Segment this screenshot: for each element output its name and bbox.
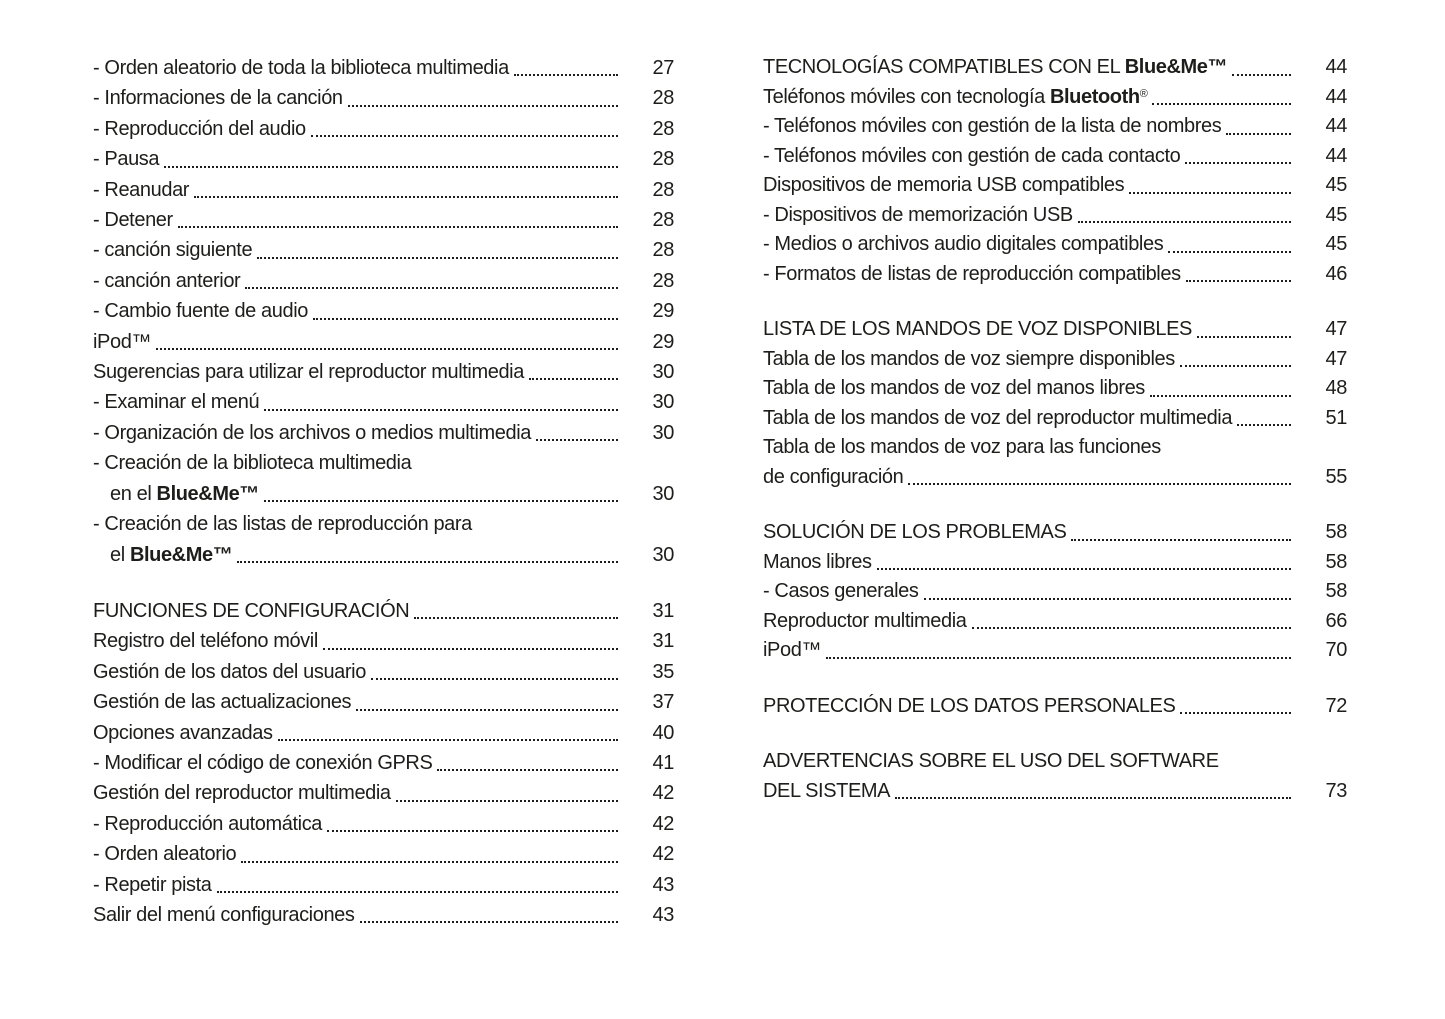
dot-leader	[1129, 192, 1291, 194]
toc-entry-text: - Teléfonos móviles con gestión de la lista de nombres	[763, 115, 1222, 137]
toc-entry	[93, 626, 674, 656]
toc-entry-text: Salir del menú configuraciones	[93, 903, 355, 926]
toc-entry-label	[93, 657, 366, 687]
dot-leader	[514, 74, 618, 76]
toc-entry-label	[763, 53, 1227, 83]
dot-leader	[924, 598, 1291, 600]
dot-leader	[194, 196, 618, 198]
toc-entry-text: - Orden aleatorio	[93, 843, 237, 866]
dot-leader	[313, 318, 618, 320]
dot-leader	[164, 166, 618, 168]
toc-entry-text: - Teléfonos móviles con gestión de cada contacto	[763, 144, 1181, 167]
toc-entry-text: FUNCIONES DE CONFIGURACIÓN	[93, 599, 410, 622]
toc-entry-label	[93, 114, 306, 144]
toc-entry-page-number: 28	[652, 239, 674, 262]
toc-entry-page-number: 55	[1325, 465, 1347, 488]
toc-entry-page-number: 47	[1325, 318, 1347, 340]
dot-leader	[360, 921, 619, 923]
toc-entry	[763, 404, 1347, 434]
toc-entry-page-number: 44	[1325, 56, 1347, 78]
toc-entry	[763, 692, 1347, 722]
toc-entry-text: iPod™	[93, 330, 152, 353]
toc-entry-page-number: 45	[1325, 203, 1347, 226]
dot-leader	[278, 739, 618, 741]
dot-leader	[1150, 395, 1291, 397]
toc-entry-label	[93, 266, 240, 296]
toc-entry-page-number: 58	[1325, 550, 1347, 573]
toc-entry-text: Sugerencias para utilizar el reproductor multimedia	[93, 361, 524, 384]
toc-entry	[763, 201, 1347, 231]
toc-entry	[763, 463, 1347, 493]
toc-entry-label	[763, 345, 1175, 375]
toc-entry-page-number: 28	[652, 269, 674, 292]
toc-entry-brand-bold: Blue&Me™	[129, 543, 233, 566]
toc-entry	[763, 171, 1347, 201]
toc-entry-page-number: 44	[1325, 115, 1347, 137]
toc-entry-text: - Organización de los archivos o medios multimedia	[93, 421, 531, 444]
dot-leader	[327, 830, 618, 832]
toc-entry-page-number: 30	[652, 482, 674, 505]
toc-entry	[93, 144, 674, 174]
toc-entry-brand-bold: Blue&Me™	[1124, 56, 1228, 78]
toc-entry-label	[93, 596, 409, 626]
toc-entry-label	[763, 112, 1221, 142]
toc-entry-label	[763, 315, 1192, 345]
toc-entry-label	[763, 171, 1124, 201]
dot-leader	[826, 657, 1291, 659]
toc-entry-label	[93, 509, 472, 539]
toc-entry-page-number: 72	[1325, 694, 1347, 717]
toc-entry-page-number: 37	[652, 691, 674, 714]
toc-entry-text: DEL SISTEMA	[763, 779, 891, 802]
toc-entry-page-number: 28	[652, 87, 674, 110]
dot-leader	[1186, 280, 1291, 282]
dot-leader	[1180, 712, 1291, 714]
toc-entry-text: Opciones avanzadas	[93, 721, 273, 744]
toc-entry	[93, 235, 674, 265]
toc-entry	[763, 374, 1347, 404]
toc-entry	[93, 53, 674, 83]
toc-entry-page-number: 44	[1325, 85, 1347, 108]
toc-entry-text: Gestión de los datos del usuario	[93, 660, 366, 683]
toc-entry-label	[93, 900, 355, 930]
toc-entry-page-number: 30	[652, 391, 674, 414]
toc-entry	[93, 357, 674, 387]
toc-section	[763, 315, 1347, 492]
dot-leader	[972, 627, 1291, 629]
toc-entry-text: - canción anterior	[93, 269, 241, 292]
toc-entry-text: Reproductor multimedia	[763, 609, 967, 632]
toc-entry-text: Registro del teléfono móvil	[93, 630, 318, 653]
toc-entry-page-number: 43	[652, 873, 674, 896]
dot-leader	[371, 678, 618, 680]
toc-entry-text: iPod™	[763, 639, 822, 661]
toc-entry-page-number: 28	[652, 148, 674, 171]
toc-entry-page-number: 31	[652, 630, 674, 653]
toc-entry-page-number: 35	[652, 660, 674, 683]
dot-leader	[245, 287, 618, 289]
toc-entry-text: Gestión de las actualizaciones	[93, 691, 352, 714]
dot-leader	[178, 226, 618, 228]
toc-entry	[93, 387, 674, 417]
toc-entry	[763, 518, 1347, 548]
toc-entry	[93, 778, 674, 808]
toc-entry	[93, 266, 674, 296]
toc-entry-text: - Orden aleatorio de toda la biblioteca multimedia	[93, 57, 509, 79]
toc-entry-page-number: 30	[652, 543, 674, 566]
toc-entry-label	[763, 83, 1147, 113]
toc-entry-text: en el	[110, 482, 157, 505]
toc-entry-label	[93, 809, 322, 839]
dot-leader	[1168, 251, 1291, 253]
toc-entry	[93, 296, 674, 326]
toc-entry-label	[763, 747, 1219, 777]
dot-leader	[356, 709, 618, 711]
toc-entry	[763, 747, 1347, 777]
toc-entry-page-number: 28	[652, 117, 674, 140]
toc-entry-label	[93, 357, 524, 387]
dot-leader	[536, 439, 618, 441]
toc-column-right	[763, 53, 1347, 806]
toc-entry-label	[763, 636, 821, 666]
toc-entry-label	[93, 387, 259, 417]
dot-leader	[396, 800, 618, 802]
toc-entry-page-number: 42	[652, 843, 674, 866]
dot-leader	[1237, 424, 1291, 426]
toc-entry-text: - Repetir pista	[93, 873, 212, 896]
toc-entry-text: - Formatos de listas de reproducción compatibles	[763, 262, 1181, 285]
toc-entry-label	[93, 626, 318, 656]
toc-entry	[93, 83, 674, 113]
toc-entry-label	[763, 777, 890, 807]
toc-entry-page-number: 51	[1325, 406, 1347, 429]
toc-entry	[763, 315, 1347, 345]
toc-entry-label	[93, 175, 189, 205]
toc-entry-label	[110, 540, 232, 570]
toc-entry-page-number: 66	[1325, 609, 1347, 632]
toc-entry-text: - Detener	[93, 209, 173, 232]
toc-entry-text: Teléfonos móviles con tecnología	[763, 85, 1050, 108]
toc-entry-page-number: 43	[652, 903, 674, 926]
toc-entry	[763, 230, 1347, 260]
toc-entry-text: - canción siguiente	[93, 239, 253, 262]
toc-entry-page-number: 73	[1325, 779, 1347, 802]
toc-entry-label	[93, 83, 343, 113]
toc-entry-text: - Reproducción del audio	[93, 117, 306, 140]
toc-entry-label	[763, 142, 1180, 172]
dot-leader	[323, 648, 618, 650]
toc-entry-label	[763, 548, 872, 578]
toc-entry-label	[763, 577, 919, 607]
toc-entry-text: Manos libres	[763, 550, 872, 573]
toc-section	[763, 518, 1347, 666]
toc-entry-text: SOLUCIÓN DE LOS PROBLEMAS	[763, 521, 1067, 543]
toc-entry-text: de configuración	[763, 465, 904, 488]
toc-entry-label	[763, 607, 967, 637]
toc-section	[93, 53, 674, 570]
toc-entry	[763, 142, 1347, 172]
toc-entry	[763, 548, 1347, 578]
toc-entry-label	[93, 448, 411, 478]
toc-entry-text: - Creación de la biblioteca multimedia	[93, 452, 412, 475]
toc-entry-text: - Casos generales	[763, 580, 919, 602]
toc-entry-page-number: 46	[1325, 262, 1347, 285]
toc-entry-label	[93, 144, 159, 174]
dot-leader	[156, 348, 618, 350]
toc-entry-label	[763, 518, 1066, 548]
toc-entry-page-number: 29	[652, 300, 674, 323]
toc-entry-page-number: 30	[652, 421, 674, 444]
dot-leader	[241, 861, 618, 863]
toc-entry	[93, 448, 674, 478]
toc-entry-label	[93, 235, 252, 265]
toc-entry	[763, 433, 1347, 463]
toc-entry-page-number: 58	[1325, 580, 1347, 602]
toc-entry-label	[93, 53, 509, 83]
toc-entry	[93, 175, 674, 205]
toc-entry	[93, 870, 674, 900]
toc-entry	[763, 83, 1347, 113]
toc-entry	[93, 839, 674, 869]
toc-entry	[93, 205, 674, 235]
toc-entry-label	[93, 687, 351, 717]
toc-entry	[763, 607, 1347, 637]
toc-entry-page-number: 70	[1325, 639, 1347, 661]
toc-entry-label	[93, 870, 212, 900]
toc-entry-brand-bold: Blue&Me™	[156, 482, 259, 505]
toc-entry	[93, 687, 674, 717]
toc-entry-page-number: 28	[652, 178, 674, 201]
toc-entry-text: - Reproducción automática	[93, 812, 323, 835]
toc-entry-text: - Creación de las listas de reproducción para	[93, 513, 472, 536]
dot-leader	[311, 135, 618, 137]
toc-entry	[93, 748, 674, 778]
dot-leader	[237, 561, 618, 563]
dot-leader	[414, 617, 618, 619]
toc-entry	[763, 636, 1347, 666]
toc-entry	[93, 114, 674, 144]
toc-entry-page-number: 29	[652, 330, 674, 353]
toc-entry-text: PROTECCIÓN DE LOS DATOS PERSONALES	[763, 694, 1176, 717]
toc-entry-page-number: 40	[652, 721, 674, 744]
toc-entry-text: - Medios o archivos audio digitales compatibles	[763, 233, 1164, 255]
toc-entry-page-number: 41	[652, 751, 674, 774]
toc-entry-text: - Cambio fuente de audio	[93, 300, 308, 323]
toc-entry-page-number: 30	[652, 361, 674, 384]
dot-leader	[1180, 365, 1291, 367]
toc-entry-label	[93, 748, 432, 778]
toc-entry	[763, 260, 1347, 290]
dot-leader	[1078, 221, 1291, 223]
toc-entry-label	[763, 433, 1161, 463]
toc-entry-label	[93, 718, 273, 748]
dot-leader	[1071, 539, 1291, 541]
toc-entry-text: Tabla de los mandos de voz del reproductor multimedia	[763, 406, 1233, 429]
toc-entry-label	[93, 205, 173, 235]
toc-entry-text: Gestión del reproductor multimedia	[93, 782, 391, 805]
toc-entry-label	[93, 778, 391, 808]
toc-entry-label	[93, 296, 308, 326]
toc-entry-page-number: 45	[1325, 233, 1347, 255]
toc-entry-page-number: 42	[652, 812, 674, 835]
dot-leader	[1232, 74, 1291, 76]
dot-leader	[529, 378, 618, 380]
toc-entry-label	[93, 839, 236, 869]
dot-leader	[908, 483, 1291, 485]
toc-entry-label	[763, 404, 1232, 434]
toc-entry-brand-bold: Bluetooth	[1049, 85, 1140, 108]
toc-entry-text: - Examinar el menú	[93, 391, 260, 414]
toc-entry-text: el	[110, 543, 130, 566]
toc-entry-text: - Informaciones de la canción	[93, 87, 343, 110]
toc-entry-text: - Pausa	[93, 148, 160, 171]
toc-entry-text: Tabla de los mandos de voz para las funciones	[763, 436, 1161, 458]
toc-entry	[93, 718, 674, 748]
toc-entry-page-number: 42	[652, 782, 674, 805]
dot-leader	[1185, 162, 1291, 164]
toc-entry-page-number: 28	[652, 209, 674, 232]
toc-entry-label	[763, 692, 1175, 722]
toc-section	[763, 53, 1347, 289]
dot-leader	[264, 409, 618, 411]
toc-entry-label	[110, 479, 259, 509]
dot-leader	[1197, 336, 1291, 338]
toc-entry-text: LISTA DE LOS MANDOS DE VOZ DISPONIBLES	[763, 318, 1192, 340]
dot-leader	[877, 568, 1291, 570]
toc-entry	[763, 345, 1347, 375]
dot-leader	[217, 891, 619, 893]
toc-entry-page-number: 27	[652, 57, 674, 79]
toc-section	[763, 692, 1347, 722]
dot-leader	[437, 769, 618, 771]
toc-entry-page-number: 47	[1325, 347, 1347, 370]
toc-entry-text: - Reanudar	[93, 178, 190, 201]
toc-entry-page-number: 45	[1325, 174, 1347, 196]
toc-entry	[93, 809, 674, 839]
toc-entry-label	[763, 374, 1145, 404]
toc-entry	[763, 577, 1347, 607]
toc-entry-text: - Dispositivos de memorización USB	[763, 203, 1073, 226]
toc-entry-page-number: 48	[1325, 377, 1347, 399]
registered-mark: ®	[1139, 87, 1148, 100]
toc-entry	[763, 53, 1347, 83]
toc-entry	[93, 509, 674, 539]
toc-entry-label	[93, 418, 531, 448]
toc-entry-text: Dispositivos de memoria USB compatibles	[763, 174, 1125, 196]
toc-entry-page-number: 44	[1325, 144, 1347, 167]
toc-entry-label	[763, 463, 903, 493]
dot-leader	[264, 500, 618, 502]
toc-entry-page-number: 31	[652, 599, 674, 622]
toc-section	[93, 596, 674, 930]
toc-entry	[763, 777, 1347, 807]
toc-column-left	[93, 53, 674, 930]
toc-entry	[763, 112, 1347, 142]
toc-entry	[93, 596, 674, 626]
toc-entry	[93, 900, 674, 930]
dot-leader	[895, 797, 1291, 799]
toc-entry-label	[763, 201, 1073, 231]
toc-entry-text: Tabla de los mandos de voz siempre disponibles	[763, 347, 1175, 370]
toc-entry	[93, 657, 674, 687]
toc-entry-label	[763, 260, 1181, 290]
toc-entry	[93, 327, 674, 357]
toc-entry-text: - Modificar el código de conexión GPRS	[93, 751, 433, 774]
dot-leader	[1152, 103, 1291, 105]
toc-section	[763, 747, 1347, 806]
toc-entry-text: Tabla de los mandos de voz del manos libres	[763, 377, 1145, 399]
toc-entry	[93, 418, 674, 448]
toc-entry-label	[763, 230, 1163, 260]
toc-entry	[93, 540, 674, 570]
toc-entry-text: TECNOLOGÍAS COMPATIBLES CON EL	[763, 56, 1125, 78]
dot-leader	[1226, 133, 1291, 135]
toc-entry	[93, 479, 674, 509]
dot-leader	[257, 257, 618, 259]
toc-entry-text: ADVERTENCIAS SOBRE EL USO DEL SOFTWARE	[763, 750, 1219, 772]
dot-leader	[348, 105, 618, 107]
toc-entry-page-number: 58	[1325, 521, 1347, 543]
toc-entry-label	[93, 327, 151, 357]
